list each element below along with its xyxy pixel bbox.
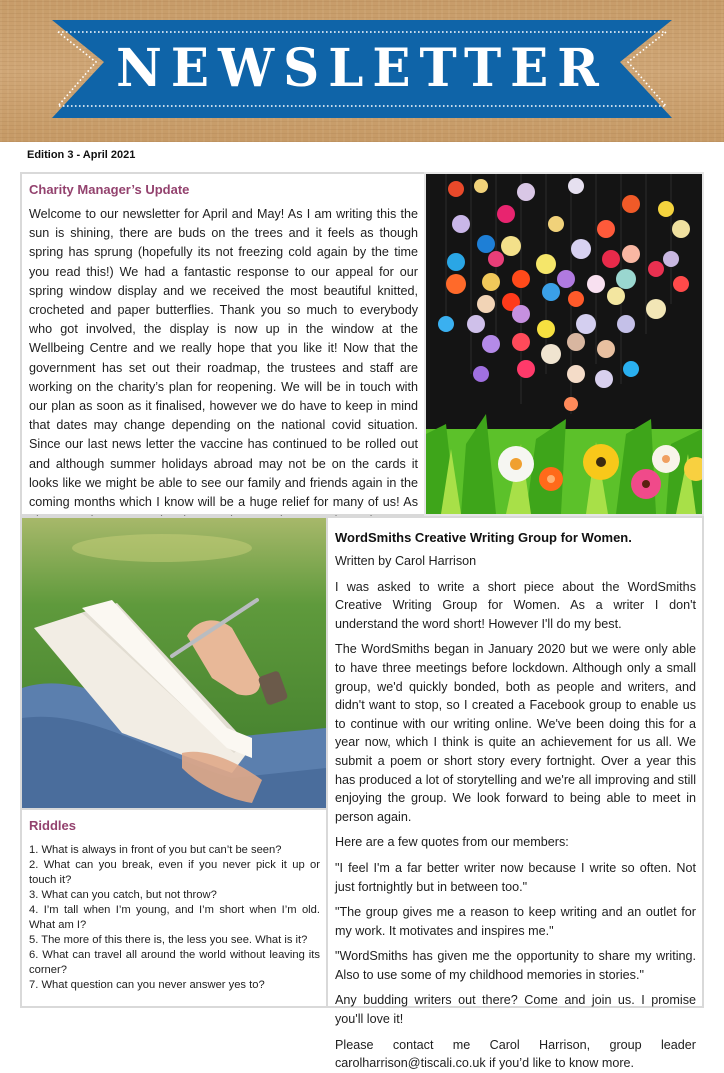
riddles-heading: Riddles (29, 818, 76, 833)
member-quote: "WordSmiths has given me the opportunity to share my writing. Also to use some of my childhood memories in stories." (335, 949, 696, 982)
edition-label: Edition 3 - April 2021 (27, 149, 136, 161)
wordsmiths-paragraph: Here are a few quotes from our members: (335, 835, 569, 850)
member-quote: "I feel I'm a far better writer now because I write so often. Not just fortnightly but in between too." (335, 860, 696, 894)
wordsmiths-byline: Written by Carol Harrison (335, 554, 477, 568)
wordsmiths-paragraph: I was asked to write a short piece about the WordSmiths Creative Writing Group for Women. As a writer I don't understand the word short! However I'll do my best. (335, 579, 696, 631)
newsletter-title: NEWSLETTER (116, 36, 608, 99)
riddle-item: 2. What can you break, even if you never pick it up or touch it? (29, 859, 320, 886)
wordsmiths-paragraph: The WordSmiths began in January 2020 but we were only able to have three meetings before lockdown. Although only a small group, we'd quickly bonded, both as people and writers, and didn't want to stop, so I created a Facebook group to enable us to continue with our writing online. We've been doing this for a year now, which I think is quite an achievement for us all. We submit a poem or short story every fortnight. Over a year this has produced a lot of storytelling and we're all improving and still enjoying the group. We look forward to being able to meet in person again. (335, 642, 696, 824)
riddles-list (29, 843, 320, 993)
member-quote: "The group gives me a reason to keep writing and an outlet for my work. It motivates and inspires me." (335, 905, 696, 938)
riddle-item: 7. What question can you never answer yes to? (29, 979, 265, 991)
riddle-item: 4. I’m tall when I’m young, and I’m short when I’m old. What am I? (29, 904, 320, 931)
wordsmiths-title: WordSmiths Creative Writing Group for Women. (335, 530, 632, 545)
charity-update-body: Welcome to our newsletter for April and May! As I am writing this the sun is shining, there are buds on the trees and it feels as though spring has sprung (hopefully its not freezing cold again by the time you read this!) We had a fantastic response to our appeal for our spring window display and we received the most beautiful knitted, crocheted and paper butterflies. Thank you so much to everybody who got involved, the display is now up in the window at the Wellbeing Centre and we really hope that you like it! Now that the government has set out their roadmap, the trustees and staff are working on the charity’s plan for reopening. We will be in touch with our plan as soon as it finalised, however we do have to keep in mind that dates may change depending on the national covid situation. Since our last news letter the vaccine has continued to be rolled out and although summer holidays abroad may not be on the cards it looks like we might be able to see our family and friends again in the coming months which I know will be a huge relief for many of us! As (29, 207, 418, 510)
butterfly-display-image (424, 172, 704, 516)
riddles-section (20, 808, 328, 1008)
writing-image (20, 516, 328, 810)
riddle-item: 5. The more of this there is, the less you see. What is it? (29, 934, 308, 946)
riddle-item: 3. What can you catch, but not throw? (29, 889, 217, 901)
riddle-item: 1. What is always in front of you but can’t be seen? (29, 844, 282, 856)
wordsmiths-section (326, 516, 704, 1071)
charity-update-section (20, 172, 426, 516)
charity-update-heading: Charity Manager’s Update (29, 182, 190, 197)
wordsmiths-paragraph: Any budding writers out there? Come and join us. I promise you'll love it! (335, 993, 696, 1027)
newsletter-banner (0, 0, 724, 142)
writing-photo (22, 518, 326, 808)
butterfly-photo (426, 174, 702, 514)
riddle-item: 6. What can travel all around the world without leaving its corner? (29, 949, 320, 976)
contact-paragraph: Please contact me Carol Harrison, group leader carolharrison@tiscali.co.uk if you’d like to know more. (335, 1037, 696, 1071)
